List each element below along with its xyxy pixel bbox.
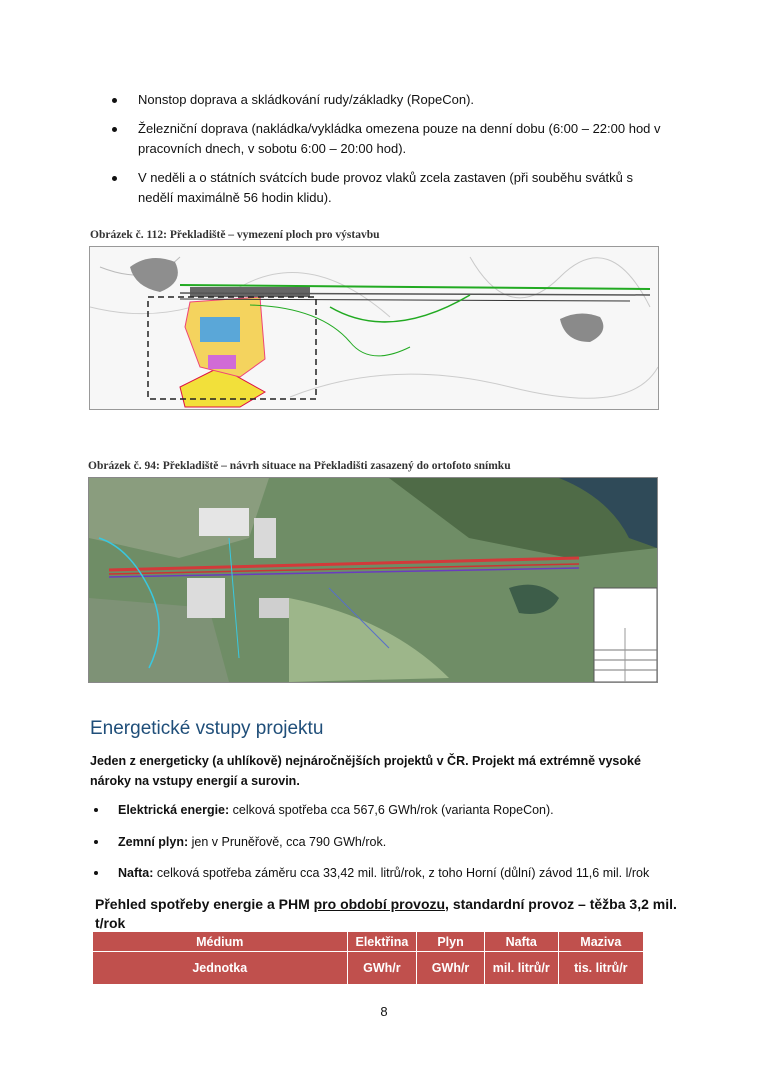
page-number: 8 [380,1004,388,1019]
figure-caption: Obrázek č. 112: Překladiště – vymezení ploch pro výstavbu [90,229,380,241]
bullet-icon [112,98,117,103]
table-header-cell: Plyn [417,932,485,952]
section-intro: Jeden z energeticky (a uhlíkově) nejnáročnějších projektů v ČR. Projekt má extrémně vysoké nároky na vstupy energií a surovin. [90,754,641,788]
orthophoto-graphic [89,478,657,682]
table-header-cell: Maziva [558,932,643,952]
site-plan-drawing [89,246,659,410]
orthophoto-map [88,477,658,683]
operations-bullet-list [112,90,672,217]
item-label: Elektrická energie: [118,803,230,817]
table-cell: GWh/r [417,952,485,985]
bullet-icon [112,127,117,132]
table-title-text: Přehled spotřeby energie a PHM [95,896,314,912]
item-text: jen v Pruněřově, cca 790 GWh/rok. [188,834,387,849]
item-label: Nafta: [118,866,154,880]
table-unit-row [93,952,644,985]
table-cell: mil. litrů/r [484,952,558,985]
list-item [112,90,672,110]
item-text: celková spotřeba cca 567,6 GWh/rok (varianta RopeCon). [229,803,554,817]
list-item [112,119,672,159]
table-cell: Jednotka [93,952,348,985]
list-item [112,168,672,208]
item-label: Zemní plyn: [118,834,189,849]
table-title [95,895,685,933]
list-item [92,801,692,819]
table-cell: GWh/r [347,952,417,985]
figure-caption: Obrázek č. 94: Překladiště – návrh situace na Překladišti zasazený do ortofoto snímku [88,460,511,472]
consumption-table [92,931,644,985]
table-header-row [93,932,644,952]
list-item [92,864,692,882]
table-cell: tis. litrů/r [558,952,643,985]
table-title-text: standardní provoz – těžba 3,2 mil. t/rok [95,896,677,931]
list-item-text: V neděli a o státních svátcích bude provoz vlaků zcela zastaven (při souběhu svátků s nedělí maximálně 56 hodin klidu). [138,170,633,205]
table-header-cell: Nafta [484,932,558,952]
energy-inputs-list [92,801,692,896]
item-text: celková spotřeba záměru cca 33,42 mil. litrů/rok, z toho Horní (důlní) závod 11,6 mil. l/rok [153,866,650,880]
list-item [92,833,692,851]
table-header-cell: Médium [93,932,348,952]
bullet-icon [94,808,98,812]
bullet-icon [94,840,98,844]
site-plan-graphic [90,247,658,409]
table-header-cell: Elektřina [347,932,417,952]
bullet-icon [94,871,98,875]
list-item-text: Železniční doprava (nakládka/vykládka omezena pouze na denní dobu (6:00 – 22:00 hod v pracovních dnech, v sobotu 6:00 – 20:00 hod). [138,121,661,156]
bullet-icon [112,176,117,181]
table-title-underlined: pro období provozu, [313,896,449,912]
section-heading: Energetické vstupy projektu [90,718,324,739]
list-item-text: Nonstop doprava a skládkování rudy/základky (RopeCon). [138,92,475,107]
